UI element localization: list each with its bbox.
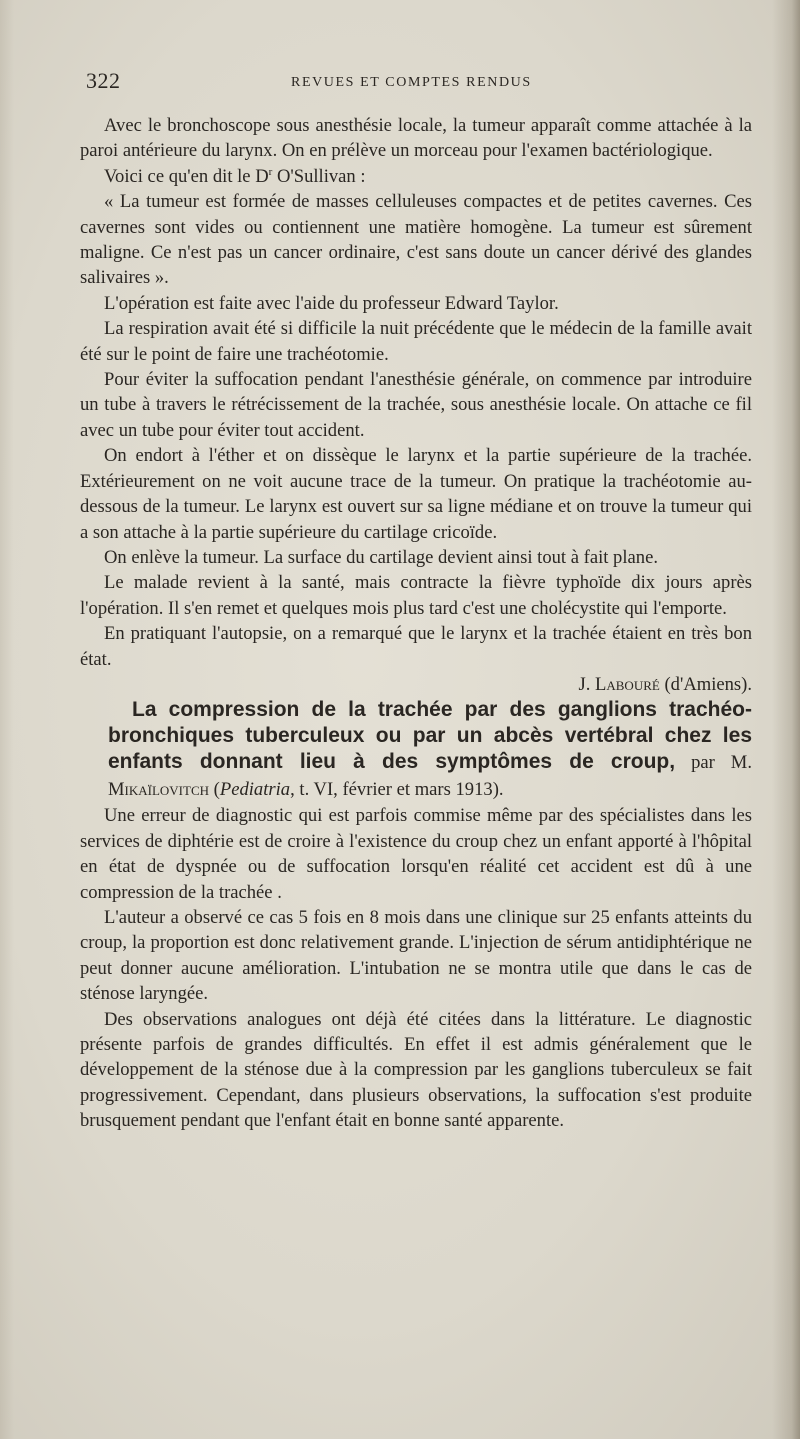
page-header [86,60,752,100]
section-by: par M. [675,752,752,774]
signature-name: Labouré [595,673,660,695]
paragraph: Une erreur de diagnostic qui est parfois commise même par des spécialistes dans les services de diphtérie est de croire à l'existence du croup chez un enfant apporté à l'hôpital en état de dyspnée ou de suffocation lorsqu'en réalité cet accident est dû à une compression de la trachée . [80,805,752,903]
quotation: « La tumeur est formée de masses celluleuses compactes et de petites cavernes. Ces cavernes sont vides ou contiennent une matière homogène. La tumeur est sûrement maligne. Ce n'est pas un cancer ordinaire, c'est sans doute un cancer dérivé des glandes salivaires ». [80,191,752,289]
section-journal-open: ( [209,779,220,801]
section-title: La compression de la trachée par des ganglions trachéo-bronchiques tuberculeux ou par un abcès vertébral chez les enfants donnant lieu à des symptômes de croup, [108,698,752,774]
page-shadow-left [0,0,14,1439]
paragraph: L'auteur a observé ce cas 5 fois en 8 mois dans une clinique sur 25 enfants atteints du croup, la proportion est donc relativement grande. L'injection de sérum antidiphtérique ne peut donner aucune amélioration. L'intubation ne se montra utile que dans le cas de sténose laryngée. [80,906,752,1005]
paragraph: Avec le bronchoscope sous anesthésie locale, la tumeur apparaît comme attachée à la paroi antérieure du larynx. On en prélève un morceau pour l'examen bactériologique. [80,115,752,162]
paragraph: Le malade revient à la santé, mais contracte la fièvre typhoïde dix jours après l'opération. Il s'en remet et quelques mois plus tard c'est une cholécystite qui l'emporte. [80,572,752,619]
paragraph-text: Voici ce qu'en dit le D [104,165,269,187]
section-journal: Pediatria [219,779,291,801]
page-number: 322 [86,68,121,93]
paragraph-text: O'Sullivan : [272,165,366,187]
paragraph: La respiration avait été si difficile la nuit précédente que le médecin de la famille avait été sur le point de faire une trachéotomie. [80,318,752,365]
paragraph [80,164,752,189]
superscript: r [268,165,273,178]
section-author: Mikaïlovitch [108,779,210,801]
paragraph: On endort à l'éther et on dissèque le larynx et la partie supérieure de la trachée. Extérieurement on ne voit aucune trace de la tumeur. On pratique la trachéotomie au-dessous de la tumeur. Le larynx est ouvert sur sa ligne médiane et on trouve la tumeur qui a son attache à la partie supérieure du cartilage cricoïde. [80,445,752,543]
signature [80,672,752,697]
signature-initial: J. [578,673,596,695]
body-text [80,113,752,1134]
signature-place: (d'Amiens). [659,673,752,695]
section-issue: , t. VI, février et mars 1913). [290,779,504,801]
running-head: REVUES ET COMPTES RENDUS [291,75,532,90]
paragraph: Pour éviter la suffocation pendant l'anesthésie générale, on commence par introduire un tube à travers le rétrécissement de la trachée, sous anesthésie locale. On attache ce fil avec un tube pour éviter tout accident. [80,369,752,441]
section-heading [80,697,752,803]
paragraph: L'opération est faite avec l'aide du professeur Edward Taylor. [104,292,559,314]
page-shadow-right [772,0,800,1439]
paragraph: En pratiquant l'autopsie, on a remarqué que le larynx et la trachée étaient en très bon état. [80,623,752,670]
paragraph: Des observations analogues ont déjà été citées dans la littérature. Le diagnostic présente parfois de grandes difficultés. En effet il est admis généralement que le développement de la sténose due à la compression par les ganglions tuberculeux se fait progressivement. Cependant, dans plusieurs observations, la suffocation s'est produite brusquement pendant que l'enfant était en bonne santé apparente. [80,1008,752,1132]
paragraph: On enlève la tumeur. La surface du cartilage devient ainsi tout à fait plane. [104,546,658,568]
